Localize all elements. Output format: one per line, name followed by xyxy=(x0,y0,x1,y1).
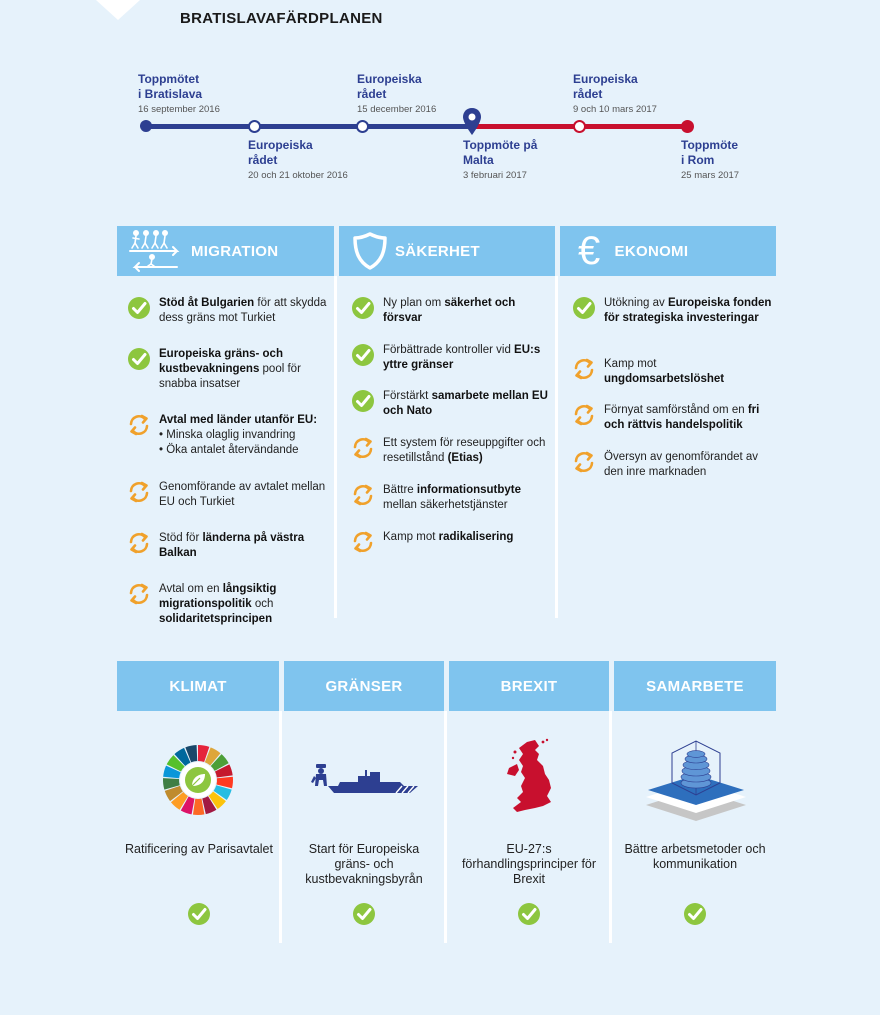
check-icon xyxy=(187,902,211,926)
euro-icon: € xyxy=(578,229,601,273)
brexit-caption: EU-27:s förhandlingsprinciper för Brexit xyxy=(461,842,597,886)
in-progress-icon xyxy=(127,531,151,555)
list-item: Förbättrade kontroller vid EU:s yttre gränser xyxy=(351,343,551,373)
brexit-header: BREXIT xyxy=(449,661,609,711)
sdg-wheel-segment xyxy=(193,799,204,815)
cooperation-layers-icon xyxy=(642,735,750,823)
economy-title: EKONOMI xyxy=(614,242,689,260)
list-item: Förstärkt samarbete mellan EU och Nato xyxy=(351,389,551,419)
climate-caption: Ratificering av Parisavtalet xyxy=(125,842,273,856)
list-item: Bättre informationsutbyte mellan säkerhetstjänster xyxy=(351,483,551,513)
list-item: Kamp mot radikalisering xyxy=(351,530,551,554)
list-item: Europeiska gräns- och kustbevakningens pool för snabba insatser xyxy=(127,347,332,392)
in-progress-icon xyxy=(351,530,375,554)
list-item: Avtal om en långsiktig migrationspolitik och solidaritetsprincipen xyxy=(127,582,332,627)
check-icon xyxy=(352,902,376,926)
patrol-boat-icon xyxy=(310,762,430,798)
list-item: Ett system för reseuppgifter och resetillstånd (Etias) xyxy=(351,436,551,466)
timeline-event-oktober: Europeiska rådet 20 och 21 oktober 2016 xyxy=(248,138,348,181)
timeline-dot-rom xyxy=(681,120,694,133)
check-icon xyxy=(127,347,151,371)
in-progress-icon xyxy=(572,403,596,427)
security-header xyxy=(339,226,555,276)
uk-map-icon xyxy=(505,738,555,814)
list-item: Stöd åt Bulgarien för att skydda dess gräns mot Turkiet xyxy=(127,296,332,326)
migration-column xyxy=(117,276,337,625)
shield-icon xyxy=(353,232,387,270)
timeline-event-malta: Toppmöte på Malta 3 februari 2017 xyxy=(463,138,538,181)
in-progress-icon xyxy=(572,450,596,474)
list-item: Stöd för länderna på västra Balkan xyxy=(127,531,332,561)
migration-header xyxy=(117,226,334,276)
list-item: Förnyat samförstånd om en fri och rättvis handelspolitik xyxy=(572,403,772,433)
timeline-event-rom: Toppmöte i Rom 25 mars 2017 xyxy=(681,138,740,181)
borders-caption: Start för Europeiska gräns- och kustbevakningsbyrån xyxy=(305,842,423,886)
list-item: Utökning av Europeiska fonden för strategiska investeringar xyxy=(572,296,772,326)
timeline-dot-december xyxy=(356,120,369,133)
list-item: Avtal med länder utanför EU: • Minska olaglig invandring • Öka antalet återvändande xyxy=(127,413,332,458)
check-icon xyxy=(351,296,375,320)
check-icon xyxy=(517,902,541,926)
bullet-list: • Minska olaglig invandring • Öka antalet återvändande xyxy=(159,428,317,458)
in-progress-icon xyxy=(572,357,596,381)
check-icon xyxy=(572,296,596,320)
location-pin-icon xyxy=(461,107,483,137)
timeline-event-bratislava: Toppmötet i Bratislava 16 september 2016 xyxy=(138,72,220,115)
in-progress-icon xyxy=(127,413,151,437)
migration-title: MIGRATION xyxy=(191,242,279,260)
check-icon xyxy=(127,296,151,320)
check-icon xyxy=(683,902,707,926)
timeline-event-december: Europeiska rådet 15 december 2016 xyxy=(357,72,437,115)
timeline-event-mars: Europeiska rådet 9 och 10 mars 2017 xyxy=(573,72,657,115)
corner-decoration xyxy=(96,0,140,20)
economy-header xyxy=(560,226,776,276)
timeline-dot-oktober xyxy=(248,120,261,133)
security-column xyxy=(339,276,558,618)
check-icon xyxy=(351,343,375,367)
migration-icon xyxy=(127,229,183,273)
check-icon xyxy=(351,389,375,413)
climate-header: KLIMAT xyxy=(117,661,279,711)
timeline-dot-mars xyxy=(573,120,586,133)
in-progress-icon xyxy=(127,582,151,606)
page-title: BRATISLAVAFÄRDPLANEN xyxy=(180,10,383,27)
borders-header: GRÄNSER xyxy=(284,661,444,711)
in-progress-icon xyxy=(127,480,151,504)
in-progress-icon xyxy=(351,436,375,460)
sdg-wheel-icon xyxy=(162,744,234,816)
list-item: Genomförande av avtalet mellan EU och Turkiet xyxy=(127,480,332,510)
cooperation-header: SAMARBETE xyxy=(614,661,776,711)
timeline-line-past xyxy=(146,124,472,129)
list-item: Ny plan om säkerhet och försvar xyxy=(351,296,551,326)
in-progress-icon xyxy=(351,483,375,507)
list-item: Översyn av genomförandet av den inre marknaden xyxy=(572,450,772,480)
cooperation-caption: Bättre arbetsmetoder och kommunikation xyxy=(624,842,766,871)
economy-column xyxy=(560,276,776,618)
security-title: SÄKERHET xyxy=(395,242,480,260)
timeline-dot-bratislava xyxy=(140,120,152,132)
list-item: Kamp mot ungdomsarbetslöshet xyxy=(572,357,772,387)
